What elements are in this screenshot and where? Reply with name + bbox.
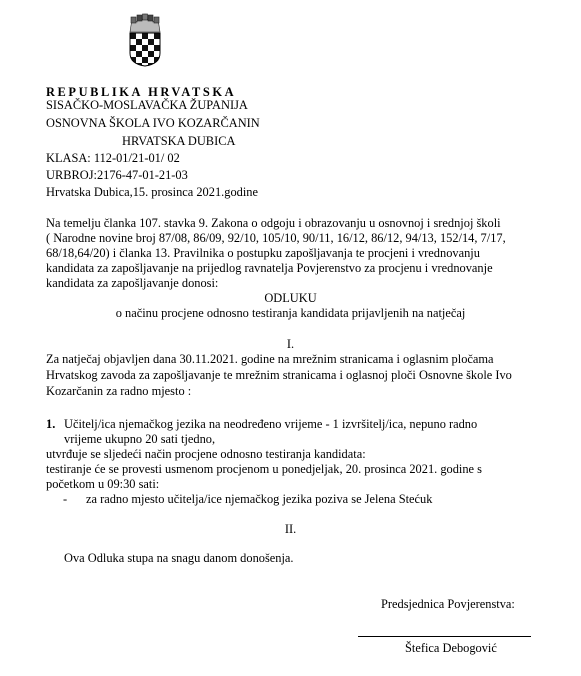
republic-heading: REPUBLIKA HRVATSKA [46,85,237,99]
list-item-text: Učitelj/ica njemačkog jezika na neodređeno vrijeme - 1 izvršitelj/ica, nepuno radno [64,417,478,431]
preamble-line: 68/18,64/20) i članka 13. Pravilnika o postupku zapošljavanja te procjeni i vrednovanju [46,246,480,260]
section-text-line: Kozarčanin za radno mjesto : [46,384,192,398]
signature-role: Predsjednica Povjerenstva: [381,597,515,611]
county-name: SISAČKO-MOSLAVAČKA ŽUPANIJA [46,98,248,112]
closing-statement: Ova Odluka stupa na snagu danom donošenja. [64,551,294,565]
section-text-line: Za natječaj objavljen dana 30.11.2021. godine na mrežnim stranicama i oglasnim pločama [46,352,494,366]
coat-of-arms [129,13,161,67]
section-text-line: Hrvatskog zavoda za zapošljavanje te mrežnim stranicama i oglasnoj ploči Osnovne škole Ivo [46,368,512,382]
town-name: HRVATSKA DUBICA [122,134,236,148]
section-text-line: testiranje će se provesti usmenom procjenom u ponedjeljak, 20. prosinca 2021. godine s [46,462,482,476]
section-text-line: početkom u 09:30 sati: [46,477,160,491]
preamble-line: kandidata za zapošljavanje donosi: [46,276,219,290]
decision-title: ODLUKU [264,291,317,305]
klasa: KLASA: 112-01/21-01/ 02 [46,151,180,165]
dash-bullet: - [63,492,68,506]
preamble-line: ( Narodne novine broj 87/08, 86/09, 92/10, 105/10, 90/11, 16/12, 86/12, 94/13, 152/14, 7/17, [46,231,506,245]
list-item-number: 1. [46,417,56,431]
signature-line [358,636,531,637]
list-item-text: vrijeme ukupno 20 sati tjedno, [64,432,216,446]
preamble-line: kandidata za zapošljavanje na prijedlog ravnatelja Povjerenstvo za procjenu i vrednovanje [46,261,493,275]
preamble-line: Na temelju članka 107. stavka 9. Zakona o odgoju i obrazovanju u osnovnoj i srednjoj školi [46,216,501,230]
candidate-line: za radno mjesto učitelja/ice njemačkog jezika poziva se Jelena Stećuk [86,492,433,506]
urbroj: URBROJ:2176-47-01-21-03 [46,168,188,182]
section-numeral: II. [284,522,297,536]
school-name: OSNOVNA ŠKOLA IVO KOZARČANIN [46,116,260,130]
signature-name: Štefica Debogović [405,641,497,655]
decision-subtitle: o načinu procjene odnosno testiranja kandidata prijavljenih na natječaj [115,306,466,320]
section-text-line: utvrđuje se sljedeći način procjene odnosno testiranja kandidata: [46,447,366,461]
section-numeral: I. [286,337,295,351]
place-date: Hrvatska Dubica,15. prosinca 2021.godine [46,185,258,199]
